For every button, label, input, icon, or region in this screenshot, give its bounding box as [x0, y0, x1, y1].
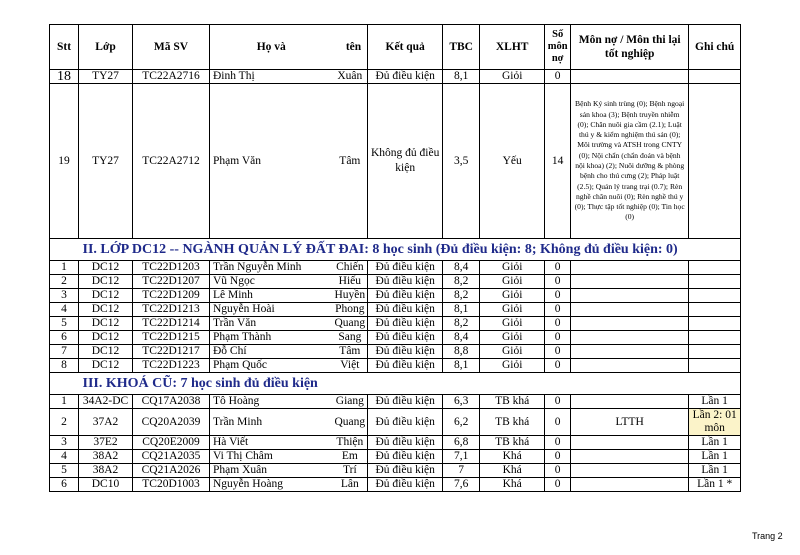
- cell-ghi-chu: [689, 303, 741, 317]
- cell-mon-no: [571, 70, 689, 84]
- cell-masv: TC22D1217: [133, 345, 210, 359]
- cell-tbc: 8,4: [443, 331, 480, 345]
- cell-ho: Hà Viết: [210, 436, 333, 450]
- cell-masv: CQ20E2009: [133, 436, 210, 450]
- cell-masv: TC22A2712: [133, 84, 210, 239]
- cell-ket-qua: Đủ điều kiện: [368, 289, 443, 303]
- cell-lop: DC12: [79, 359, 133, 373]
- table-row: [50, 84, 741, 239]
- cell-ghi-chu: [689, 70, 741, 84]
- cell-mon-no: [571, 464, 689, 478]
- cell-tbc: 7,1: [443, 450, 480, 464]
- table-row: [50, 331, 741, 345]
- cell-lop: 38A2: [79, 450, 133, 464]
- cell-masv: CQ17A2038: [133, 395, 210, 409]
- cell-ghi-chu: Lần 1: [689, 395, 741, 409]
- cell-ghi-chu: Lần 1: [689, 450, 741, 464]
- cell-stt: 3: [50, 436, 79, 450]
- cell-stt: 4: [50, 303, 79, 317]
- cell-stt: 6: [50, 478, 79, 492]
- cell-mon-no: [571, 478, 689, 492]
- cell-so-mon-no: 0: [545, 478, 571, 492]
- table-row: [50, 317, 741, 331]
- cell-ho: Đỗ Chí: [210, 345, 333, 359]
- cell-ghi-chu: [689, 275, 741, 289]
- cell-ghi-chu: [689, 359, 741, 373]
- cell-ket-qua: Không đủ điều kiện: [368, 84, 443, 239]
- cell-ho: Phạm Văn: [210, 84, 333, 239]
- cell-mon-no: [571, 261, 689, 275]
- cell-masv: TC22D1207: [133, 275, 210, 289]
- header-so-mon-no: Số môn nợ: [545, 25, 571, 70]
- cell-xlht: Yếu: [480, 84, 545, 239]
- cell-ket-qua: Đủ điều kiện: [368, 303, 443, 317]
- cell-ghi-chu: Lần 1 *: [689, 478, 741, 492]
- cell-masv: TC22D1215: [133, 331, 210, 345]
- cell-tbc: 8,2: [443, 317, 480, 331]
- cell-lop: 34A2-DC: [79, 395, 133, 409]
- cell-ho: Đinh Thị: [210, 70, 333, 84]
- section-title-khoa-cu: III. KHOÁ CŨ: 7 học sinh đủ điều kiện: [79, 373, 741, 395]
- table-row: [50, 303, 741, 317]
- cell-ket-qua: Đủ điều kiện: [368, 395, 443, 409]
- cell-ten: Thiện: [333, 436, 368, 450]
- cell-lop: 37A2: [79, 409, 133, 436]
- cell-xlht: Giỏi: [480, 345, 545, 359]
- table-row: [50, 70, 741, 84]
- cell-masv: TC20D1003: [133, 478, 210, 492]
- header-masv: Mã SV: [133, 25, 210, 70]
- cell-so-mon-no: 0: [545, 275, 571, 289]
- table-row: [50, 359, 741, 373]
- cell-ten: Tâm: [333, 345, 368, 359]
- table-row: [50, 436, 741, 450]
- cell-stt: 4: [50, 450, 79, 464]
- cell-xlht: Giỏi: [480, 317, 545, 331]
- cell-ho: Tô Hoàng: [210, 395, 333, 409]
- cell-ghi-chu: [689, 345, 741, 359]
- cell-tbc: 8,1: [443, 70, 480, 84]
- cell-so-mon-no: 0: [545, 436, 571, 450]
- section-header-row: [50, 373, 741, 395]
- header-ghi-chu: Ghi chú: [689, 25, 741, 70]
- cell-so-mon-no: 0: [545, 464, 571, 478]
- cell-masv: TC22D1209: [133, 289, 210, 303]
- table-row: [50, 395, 741, 409]
- table-row: [50, 289, 741, 303]
- cell-xlht: Khá: [480, 450, 545, 464]
- cell-xlht: TB khá: [480, 395, 545, 409]
- cell-masv: TC22A2716: [133, 70, 210, 84]
- cell-tbc: 8,2: [443, 275, 480, 289]
- cell-tbc: 8,2: [443, 289, 480, 303]
- cell-ghi-chu: [689, 317, 741, 331]
- cell-ho: Nguyễn Hoàng: [210, 478, 333, 492]
- group-khoa-cu: [50, 395, 741, 492]
- cell-lop: DC12: [79, 317, 133, 331]
- cell-so-mon-no: 0: [545, 317, 571, 331]
- cell-ghi-chu: Lần 2: 01 môn: [689, 409, 741, 436]
- section-header-row: [50, 239, 741, 261]
- cell-ho: Phạm Xuân: [210, 464, 333, 478]
- cell-ho: Trần Minh: [210, 409, 333, 436]
- cell-lop: DC10: [79, 478, 133, 492]
- cell-ten: Hiếu: [333, 275, 368, 289]
- cell-ket-qua: Đủ điều kiện: [368, 261, 443, 275]
- student-results-table: [49, 24, 741, 492]
- cell-lop: TY27: [79, 84, 133, 239]
- header-ten: tên: [333, 25, 368, 70]
- cell-ket-qua: Đủ điều kiện: [368, 464, 443, 478]
- cell-mon-no: [571, 275, 689, 289]
- cell-stt: 18: [50, 70, 79, 84]
- cell-stt: 7: [50, 345, 79, 359]
- cell-lop: TY27: [79, 70, 133, 84]
- cell-lop: DC12: [79, 345, 133, 359]
- cell-ho: Vũ Ngọc: [210, 275, 333, 289]
- cell-ten: Trí: [333, 464, 368, 478]
- cell-tbc: 7: [443, 464, 480, 478]
- cell-ket-qua: Đủ điều kiện: [368, 275, 443, 289]
- cell-ket-qua: Đủ điều kiện: [368, 331, 443, 345]
- cell-ket-qua: Đủ điều kiện: [368, 436, 443, 450]
- cell-ten: Huyền: [333, 289, 368, 303]
- header-lop: Lớp: [79, 25, 133, 70]
- cell-lop: DC12: [79, 275, 133, 289]
- cell-mon-no: [571, 450, 689, 464]
- cell-masv: CQ21A2026: [133, 464, 210, 478]
- cell-mon-no: [571, 345, 689, 359]
- cell-xlht: Giỏi: [480, 261, 545, 275]
- cell-mon-no: [571, 303, 689, 317]
- cell-so-mon-no: 0: [545, 261, 571, 275]
- cell-mon-no: [571, 359, 689, 373]
- cell-mon-no: Bệnh Ký sinh trùng (0); Bệnh ngoại sản khoa (3); Bệnh truyền nhiễm (0); Chăn nuôi gia cầm (2.1); Luật thú y & kiểm nghiệm thú sản (0); Môi trường và ATSH trong CNTY (0); Nội chẩn (chẩn đoán và bệnh nội khoa) (2); Nuôi dưỡng & phòng bệnh cho thú cưng (2); Pháp luật (2.5); Quản lý trang trại (0.7); Rèn nghề chăn nuôi (0); Rèn nghề thú y (0); Thực tập tốt nghiệp (0); Tin học (0): [571, 84, 689, 239]
- table-row: [50, 409, 741, 436]
- cell-stt: 1: [50, 395, 79, 409]
- cell-stt: 2: [50, 409, 79, 436]
- header-stt: Stt: [50, 25, 79, 70]
- cell-ten: Lân: [333, 478, 368, 492]
- cell-masv: CQ21A2035: [133, 450, 210, 464]
- cell-xlht: Giỏi: [480, 70, 545, 84]
- cell-xlht: TB khá: [480, 409, 545, 436]
- cell-masv: TC22D1213: [133, 303, 210, 317]
- cell-xlht: Khá: [480, 464, 545, 478]
- cell-ket-qua: Đủ điều kiện: [368, 478, 443, 492]
- cell-ten: Giang: [333, 395, 368, 409]
- cell-so-mon-no: 0: [545, 450, 571, 464]
- cell-lop: 38A2: [79, 464, 133, 478]
- cell-mon-no: [571, 395, 689, 409]
- table-row: [50, 464, 741, 478]
- header-mon-no: Môn nợ / Môn thi lại tốt nghiệp: [571, 25, 689, 70]
- cell-ten: Chiến: [333, 261, 368, 275]
- cell-masv: CQ20A2039: [133, 409, 210, 436]
- cell-ten: Quang: [333, 317, 368, 331]
- cell-ho: Vi Thị Châm: [210, 450, 333, 464]
- cell-ket-qua: Đủ điều kiện: [368, 70, 443, 84]
- cell-stt: 3: [50, 289, 79, 303]
- cell-ket-qua: Đủ điều kiện: [368, 409, 443, 436]
- table-row: [50, 478, 741, 492]
- cell-ten: Sang: [333, 331, 368, 345]
- cell-stt: 6: [50, 331, 79, 345]
- cell-ten: Phong: [333, 303, 368, 317]
- cell-xlht: Khá: [480, 478, 545, 492]
- table-row: [50, 450, 741, 464]
- table-row: [50, 345, 741, 359]
- cell-tbc: 8,4: [443, 261, 480, 275]
- cell-stt: 5: [50, 464, 79, 478]
- cell-ket-qua: Đủ điều kiện: [368, 450, 443, 464]
- cell-xlht: Giỏi: [480, 331, 545, 345]
- cell-so-mon-no: 0: [545, 303, 571, 317]
- cell-masv: TC22D1223: [133, 359, 210, 373]
- cell-lop: 37E2: [79, 436, 133, 450]
- table-row: [50, 275, 741, 289]
- cell-ket-qua: Đủ điều kiện: [368, 317, 443, 331]
- cell-ghi-chu: [689, 289, 741, 303]
- cell-tbc: 3,5: [443, 84, 480, 239]
- cell-ten: Xuân: [333, 70, 368, 84]
- cell-ho: Trần Văn: [210, 317, 333, 331]
- cell-stt: 8: [50, 359, 79, 373]
- cell-mon-no: LTTH: [571, 409, 689, 436]
- cell-so-mon-no: 0: [545, 70, 571, 84]
- cell-lop: DC12: [79, 331, 133, 345]
- table-row: [50, 261, 741, 275]
- cell-xlht: Giỏi: [480, 275, 545, 289]
- cell-tbc: 6,3: [443, 395, 480, 409]
- cell-tbc: 8,8: [443, 345, 480, 359]
- cell-ho: Nguyễn Hoài: [210, 303, 333, 317]
- cell-so-mon-no: 0: [545, 345, 571, 359]
- cell-so-mon-no: 0: [545, 359, 571, 373]
- cell-mon-no: [571, 436, 689, 450]
- cell-ghi-chu: Lần 1: [689, 436, 741, 450]
- cell-so-mon-no: 0: [545, 331, 571, 345]
- cell-lop: DC12: [79, 261, 133, 275]
- cell-ten: Tâm: [333, 84, 368, 239]
- cell-ho: Lê Minh: [210, 289, 333, 303]
- header-ho-va: Họ và: [210, 25, 333, 70]
- cell-masv: TC22D1214: [133, 317, 210, 331]
- cell-masv: TC22D1203: [133, 261, 210, 275]
- cell-mon-no: [571, 317, 689, 331]
- cell-xlht: Giỏi: [480, 303, 545, 317]
- cell-so-mon-no: 0: [545, 409, 571, 436]
- cell-ghi-chu: [689, 331, 741, 345]
- cell-lop: DC12: [79, 303, 133, 317]
- cell-ten: Em: [333, 450, 368, 464]
- cell-xlht: TB khá: [480, 436, 545, 450]
- page-number: Trang 2: [752, 531, 783, 541]
- cell-ket-qua: Đủ điều kiện: [368, 359, 443, 373]
- cell-tbc: 6,8: [443, 436, 480, 450]
- cell-mon-no: [571, 331, 689, 345]
- cell-ghi-chu: Lần 1: [689, 464, 741, 478]
- cell-tbc: 7,6: [443, 478, 480, 492]
- cell-ho: Trần Nguyễn Minh: [210, 261, 333, 275]
- header-ket-qua: Kết quả: [368, 25, 443, 70]
- header-row: [50, 25, 741, 70]
- cell-tbc: 8,1: [443, 303, 480, 317]
- cell-ghi-chu: [689, 84, 741, 239]
- header-tbc: TBC: [443, 25, 480, 70]
- cell-xlht: Giỏi: [480, 289, 545, 303]
- cell-xlht: Giỏi: [480, 359, 545, 373]
- cell-so-mon-no: 14: [545, 84, 571, 239]
- cell-tbc: 8,1: [443, 359, 480, 373]
- cell-tbc: 6,2: [443, 409, 480, 436]
- cell-lop: DC12: [79, 289, 133, 303]
- cell-stt: 5: [50, 317, 79, 331]
- cell-so-mon-no: 0: [545, 395, 571, 409]
- cell-ten: Việt: [333, 359, 368, 373]
- cell-stt: 19: [50, 84, 79, 239]
- section-title-dc12: II. LỚP DC12 -- NGÀNH QUẢN LÝ ĐẤT ĐAI: 8 học sinh (Đủ điều kiện: 8; Không đủ điều kiện: 0): [79, 239, 741, 261]
- cell-mon-no: [571, 289, 689, 303]
- header-xlht: XLHT: [480, 25, 545, 70]
- cell-ho: Phạm Thành: [210, 331, 333, 345]
- cell-stt: 2: [50, 275, 79, 289]
- cell-ghi-chu: [689, 261, 741, 275]
- cell-ket-qua: Đủ điều kiện: [368, 345, 443, 359]
- cell-so-mon-no: 0: [545, 289, 571, 303]
- group-dc12: [50, 261, 741, 373]
- cell-stt: 1: [50, 261, 79, 275]
- cell-ho: Phạm Quốc: [210, 359, 333, 373]
- cell-ten: Quang: [333, 409, 368, 436]
